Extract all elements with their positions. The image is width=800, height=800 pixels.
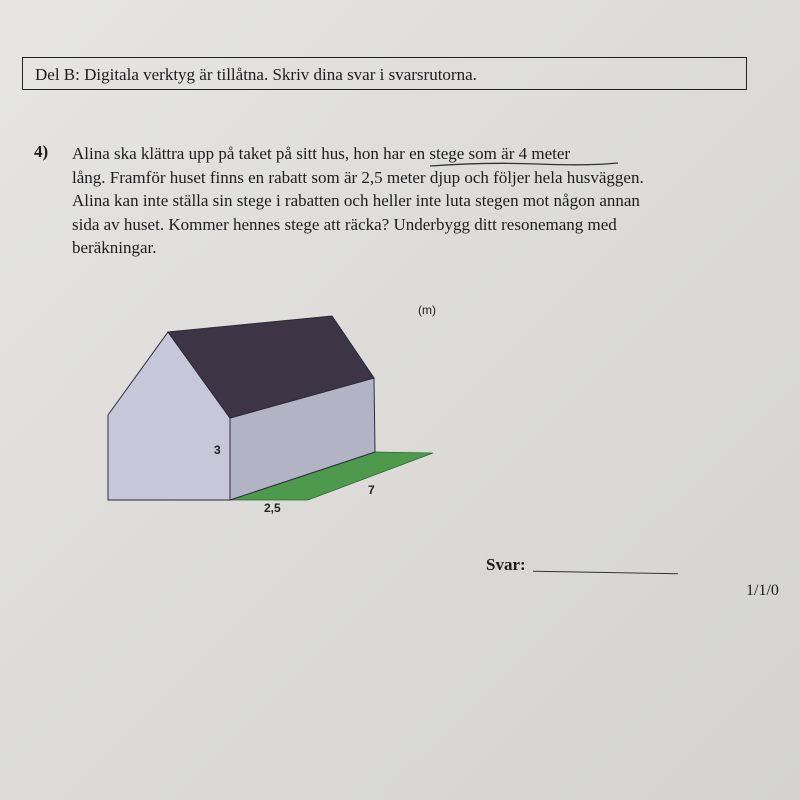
section-header-box [22,57,747,90]
points-score: 1/1/0 [746,582,779,599]
house-figure [100,310,440,520]
answer-input-line[interactable] [533,571,678,575]
height-label: 3 [214,443,221,457]
question-number: 4) [34,142,49,161]
question-line: lång. Framför huset finns en rabatt som är 2,5 meter djup och följer hela husväggen. [72,167,644,187]
handwritten-underline [428,160,620,170]
depth-label: 2,5 [264,501,281,515]
question-line: Alina ska klättra upp på taket på sitt hus, hon har en stege som är 4 meter [72,144,571,163]
question-line: Alina kan inte ställa sin stege i rabatten och heller inte luta stegen mot någon annan [72,191,640,210]
length-label: 7 [368,483,375,497]
question-line: sida av huset. Kommer hennes stege att räcka? Underbygg ditt resonemang med [72,214,617,234]
unit-label: (m) [418,303,436,317]
answer-label: Svar: [486,555,526,574]
question-line: beräkningar. [72,238,157,257]
section-header-text: Del B: Digitala verktyg är tillåtna. Skriv dina svar i svarsrutorna. [35,65,477,84]
